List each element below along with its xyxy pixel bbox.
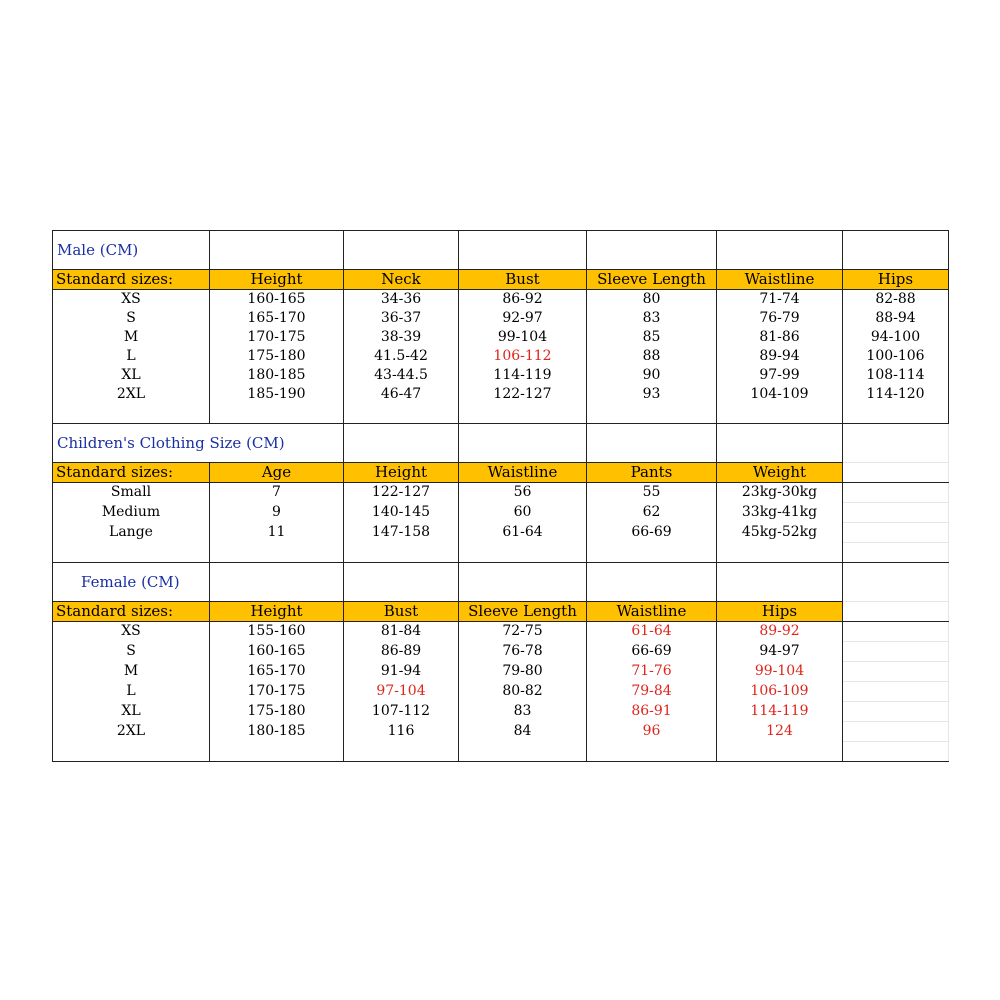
empty-cell: [843, 523, 949, 543]
male-table-cell: L: [53, 347, 210, 366]
female-table-row: [53, 702, 949, 722]
male-table-cell: 2XL: [53, 385, 210, 404]
children-table-row: [53, 483, 949, 503]
empty-cell: [459, 742, 587, 762]
children-table-cell: 23kg-30kg: [717, 483, 843, 503]
female-header-cell: Hips: [717, 602, 843, 622]
children-title-row: [53, 424, 949, 463]
empty-cell: [459, 563, 587, 602]
empty-cell: [843, 702, 949, 722]
female-table-cell: M: [53, 662, 210, 682]
female-table-cell: 79-80: [459, 662, 587, 682]
female-blank-row: [53, 742, 949, 762]
female-header-cell: Sleeve Length: [459, 602, 587, 622]
female-table-cell: 96: [587, 722, 717, 742]
empty-cell: [344, 424, 459, 463]
male-section-title: Male (CM): [53, 231, 210, 270]
male-table-cell: 82-88: [843, 290, 949, 310]
children-table-cell: 147-158: [344, 523, 459, 543]
female-header-cell: Bust: [344, 602, 459, 622]
male-table-cell: 88-94: [843, 309, 949, 328]
empty-cell: [344, 404, 459, 424]
empty-cell: [717, 742, 843, 762]
empty-cell: [587, 424, 717, 463]
male-table-cell: 92-97: [459, 309, 587, 328]
children-table-cell: 122-127: [344, 483, 459, 503]
children-table-row: [53, 503, 949, 523]
female-table-cell: 80-82: [459, 682, 587, 702]
female-table-cell: 79-84: [587, 682, 717, 702]
female-table-cell: 91-94: [344, 662, 459, 682]
female-header-cell: Height: [210, 602, 344, 622]
male-table-cell: 93: [587, 385, 717, 404]
male-table-row: [53, 290, 949, 310]
male-header-cell: Hips: [843, 270, 949, 290]
children-header-cell: Waistline: [459, 463, 587, 483]
male-title-row: [53, 231, 949, 270]
male-table-row: [53, 347, 949, 366]
male-table-cell: 180-185: [210, 366, 344, 385]
female-table-cell: 61-64: [587, 622, 717, 642]
male-header-cell: Bust: [459, 270, 587, 290]
male-table-cell: XL: [53, 366, 210, 385]
female-table-cell: 165-170: [210, 662, 344, 682]
empty-cell: [459, 231, 587, 270]
empty-cell: [717, 563, 843, 602]
male-table-cell: 99-104: [459, 328, 587, 347]
empty-cell: [210, 742, 344, 762]
empty-cell: [53, 404, 210, 424]
empty-cell: [843, 722, 949, 742]
female-section-title: Female (CM): [53, 563, 210, 602]
female-table-cell: L: [53, 682, 210, 702]
empty-cell: [843, 682, 949, 702]
children-header-row: [53, 463, 949, 483]
children-table-cell: 7: [210, 483, 344, 503]
female-table-row: [53, 662, 949, 682]
children-header-cell: Height: [344, 463, 459, 483]
male-table-cell: 160-165: [210, 290, 344, 310]
male-table-cell: 97-99: [717, 366, 843, 385]
male-table-cell: 80: [587, 290, 717, 310]
children-header-cell: Age: [210, 463, 344, 483]
male-table-cell: 165-170: [210, 309, 344, 328]
empty-cell: [344, 231, 459, 270]
children-blank-row: [53, 543, 949, 563]
male-table-cell: 122-127: [459, 385, 587, 404]
male-table-row: [53, 309, 949, 328]
female-table-cell: 66-69: [587, 642, 717, 662]
children-table-row: [53, 523, 949, 543]
empty-cell: [717, 424, 843, 463]
female-table-cell: 107-112: [344, 702, 459, 722]
male-table-cell: 170-175: [210, 328, 344, 347]
male-header-cell: Height: [210, 270, 344, 290]
female-table-cell: 89-92: [717, 622, 843, 642]
female-table-cell: 84: [459, 722, 587, 742]
children-table-cell: 66-69: [587, 523, 717, 543]
children-table-cell: 60: [459, 503, 587, 523]
female-table-cell: 180-185: [210, 722, 344, 742]
female-table-cell: S: [53, 642, 210, 662]
male-table-cell: 114-119: [459, 366, 587, 385]
empty-cell: [210, 231, 344, 270]
male-table-cell: 185-190: [210, 385, 344, 404]
empty-cell: [459, 404, 587, 424]
male-table-cell: 85: [587, 328, 717, 347]
female-table-cell: 2XL: [53, 722, 210, 742]
male-table-cell: 46-47: [344, 385, 459, 404]
empty-cell: [843, 662, 949, 682]
empty-cell: [843, 463, 949, 483]
children-table-cell: 62: [587, 503, 717, 523]
empty-cell: [210, 404, 344, 424]
female-table-cell: 71-76: [587, 662, 717, 682]
children-table-cell: 56: [459, 483, 587, 503]
female-table-cell: 170-175: [210, 682, 344, 702]
empty-cell: [344, 563, 459, 602]
female-table-cell: 160-165: [210, 642, 344, 662]
female-title-row: [53, 563, 949, 602]
female-table-cell: 106-109: [717, 682, 843, 702]
female-header-row: [53, 602, 949, 622]
female-table-cell: 72-75: [459, 622, 587, 642]
male-table-cell: 81-86: [717, 328, 843, 347]
empty-cell: [843, 642, 949, 662]
empty-cell: [210, 563, 344, 602]
children-table-cell: Small: [53, 483, 210, 503]
female-table-cell: 83: [459, 702, 587, 722]
male-table-cell: 76-79: [717, 309, 843, 328]
male-table-cell: 175-180: [210, 347, 344, 366]
empty-cell: [843, 404, 949, 424]
empty-cell: [843, 503, 949, 523]
female-table-row: [53, 682, 949, 702]
male-table-row: [53, 385, 949, 404]
empty-cell: [210, 543, 344, 563]
empty-cell: [843, 543, 949, 563]
male-table-row: [53, 366, 949, 385]
male-table-cell: 71-74: [717, 290, 843, 310]
children-header-cell: Weight: [717, 463, 843, 483]
children-header-cell: Standard sizes:: [53, 463, 210, 483]
male-table-cell: 89-94: [717, 347, 843, 366]
male-table-cell: 104-109: [717, 385, 843, 404]
male-table-cell: 36-37: [344, 309, 459, 328]
size-chart-table: [52, 230, 949, 762]
female-header-cell: Standard sizes:: [53, 602, 210, 622]
empty-cell: [587, 543, 717, 563]
male-header-cell: Standard sizes:: [53, 270, 210, 290]
male-table-cell: 34-36: [344, 290, 459, 310]
children-table-cell: Lange: [53, 523, 210, 543]
female-table-cell: 124: [717, 722, 843, 742]
empty-cell: [587, 231, 717, 270]
empty-cell: [587, 563, 717, 602]
children-table-cell: 55: [587, 483, 717, 503]
female-table-cell: 81-84: [344, 622, 459, 642]
male-table-cell: M: [53, 328, 210, 347]
children-table-cell: 61-64: [459, 523, 587, 543]
female-table-cell: XL: [53, 702, 210, 722]
male-table-cell: 100-106: [843, 347, 949, 366]
female-table-cell: 86-91: [587, 702, 717, 722]
empty-cell: [843, 602, 949, 622]
female-table-cell: 86-89: [344, 642, 459, 662]
empty-cell: [843, 483, 949, 503]
female-table-row: [53, 722, 949, 742]
empty-cell: [717, 543, 843, 563]
female-table-cell: 76-78: [459, 642, 587, 662]
male-header-cell: Waistline: [717, 270, 843, 290]
empty-cell: [843, 231, 949, 270]
empty-cell: [53, 543, 210, 563]
male-table-cell: 90: [587, 366, 717, 385]
empty-cell: [843, 424, 949, 463]
children-table-cell: 9: [210, 503, 344, 523]
children-table-cell: 140-145: [344, 503, 459, 523]
male-table-cell: 43-44.5: [344, 366, 459, 385]
empty-cell: [717, 404, 843, 424]
male-table-cell: 94-100: [843, 328, 949, 347]
male-header-cell: Sleeve Length: [587, 270, 717, 290]
empty-cell: [843, 622, 949, 642]
female-table-cell: 155-160: [210, 622, 344, 642]
empty-cell: [459, 543, 587, 563]
male-table-row: [53, 328, 949, 347]
female-table-cell: 94-97: [717, 642, 843, 662]
male-table-cell: 106-112: [459, 347, 587, 366]
male-table-cell: 86-92: [459, 290, 587, 310]
empty-cell: [843, 563, 949, 602]
male-table-cell: 41.5-42: [344, 347, 459, 366]
empty-cell: [53, 742, 210, 762]
male-table-cell: 83: [587, 309, 717, 328]
male-table-cell: XS: [53, 290, 210, 310]
female-table-cell: 175-180: [210, 702, 344, 722]
empty-cell: [344, 742, 459, 762]
male-header-row: [53, 270, 949, 290]
female-table-row: [53, 622, 949, 642]
children-table-cell: Medium: [53, 503, 210, 523]
female-header-cell: Waistline: [587, 602, 717, 622]
female-table-cell: 114-119: [717, 702, 843, 722]
female-table-cell: 99-104: [717, 662, 843, 682]
empty-cell: [344, 543, 459, 563]
male-table-cell: 114-120: [843, 385, 949, 404]
male-table-cell: 38-39: [344, 328, 459, 347]
children-header-cell: Pants: [587, 463, 717, 483]
empty-cell: [717, 231, 843, 270]
female-table-cell: 97-104: [344, 682, 459, 702]
male-table-cell: 88: [587, 347, 717, 366]
empty-cell: [587, 404, 717, 424]
male-table-cell: S: [53, 309, 210, 328]
male-blank-row: [53, 404, 949, 424]
empty-cell: [459, 424, 587, 463]
female-table-cell: XS: [53, 622, 210, 642]
children-table-cell: 33kg-41kg: [717, 503, 843, 523]
female-table-cell: 116: [344, 722, 459, 742]
children-table-cell: 45kg-52kg: [717, 523, 843, 543]
empty-cell: [843, 742, 949, 762]
female-table-row: [53, 642, 949, 662]
male-header-cell: Neck: [344, 270, 459, 290]
children-table-cell: 11: [210, 523, 344, 543]
children-section-title: Children's Clothing Size (CM): [53, 424, 344, 463]
male-table-cell: 108-114: [843, 366, 949, 385]
empty-cell: [587, 742, 717, 762]
